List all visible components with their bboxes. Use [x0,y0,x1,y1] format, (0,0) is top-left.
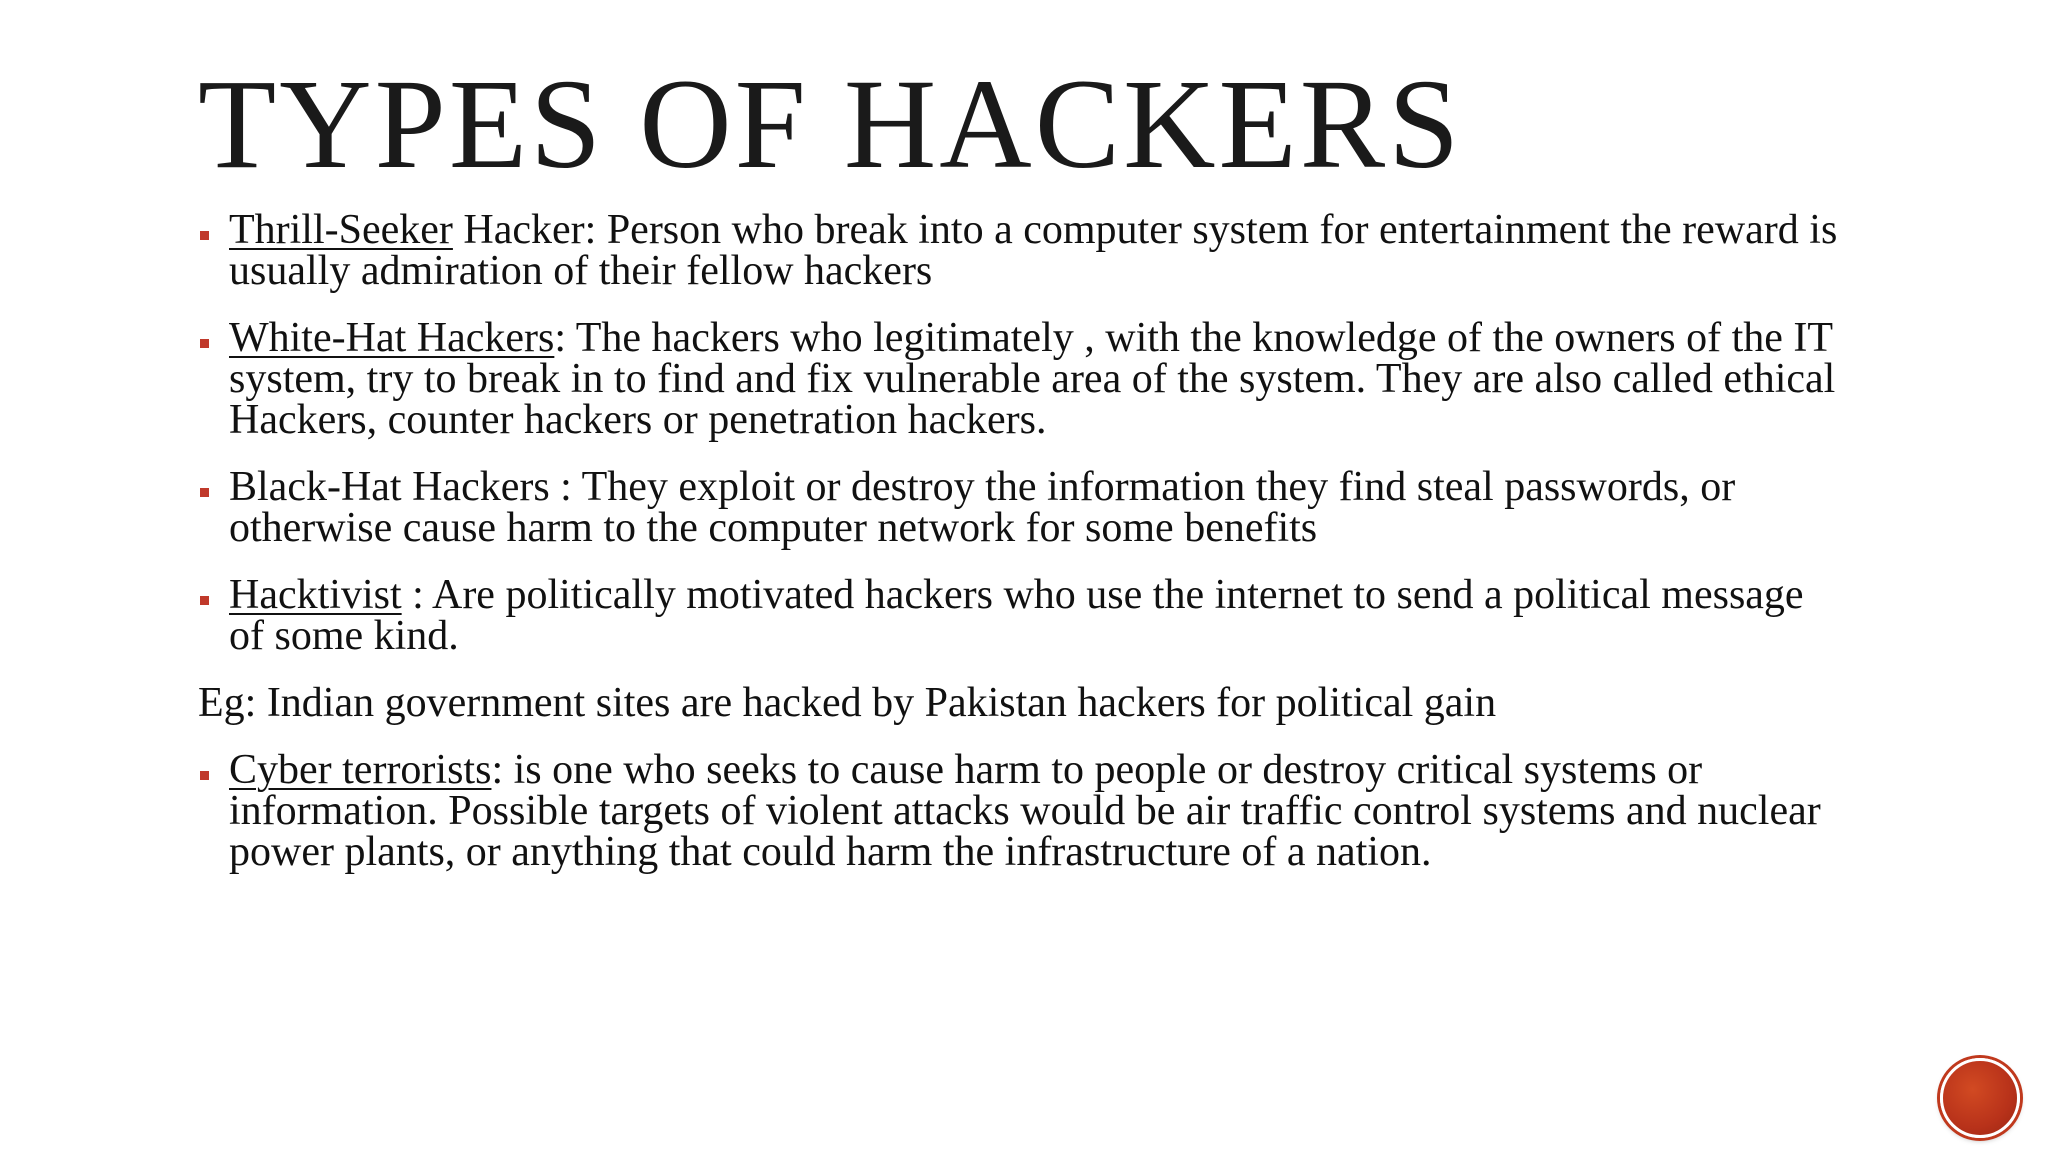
square-bullet-icon [200,771,209,780]
description-white-hat: : The hackers who legitimately , with the knowledge of the owners of the IT system, try to break in to find and fix vulnerable area of the system. They are also called ethical Hackers, counter hackers or penetration hackers. [229,315,1836,443]
description-hacktivist: : Are politically motivated hackers who use the internet to send a political message of some kind. [229,572,1804,659]
square-bullet-icon [200,596,209,605]
square-bullet-icon [200,339,209,348]
bullet-list [198,207,1838,899]
next-slide-button-icon[interactable] [1940,1058,2020,1138]
list-item-cyber-terrorists [198,747,1838,875]
description-cyber-terrorists: : is one who seeks to cause harm to people or destroy critical systems or information. Possible targets of violent attacks would be air traffic control systems and nuclear power plants, or anything that could harm the infrastructure of a nation. [229,747,1821,875]
list-item-hacktivist [198,572,1838,659]
term-thrill-seeker: Thrill-Seeker [229,207,453,253]
list-item-thrill-seeker [198,207,1838,294]
square-bullet-icon [200,231,209,240]
square-bullet-icon [200,488,209,497]
list-item-white-hat [198,315,1838,443]
description-thrill-seeker: Hacker: Person who break into a computer system for entertainment the reward is usually admiration of their fellow hackers [229,207,1838,294]
term-cyber-terrorists: Cyber terrorists [229,747,492,793]
term-white-hat: White-Hat Hackers [229,315,555,361]
list-item-black-hat [198,464,1838,551]
example-line: Eg: Indian government sites are hacked by Pakistan hackers for political gain [198,680,1497,726]
slide-title: TYPES OF HACKERS [198,53,1463,195]
term-hacktivist: Hacktivist [229,572,402,618]
description-black-hat: Black-Hat Hackers : They exploit or destroy the information they find steal passwords, or otherwise cause harm to the computer network for some benefits [229,464,1736,551]
